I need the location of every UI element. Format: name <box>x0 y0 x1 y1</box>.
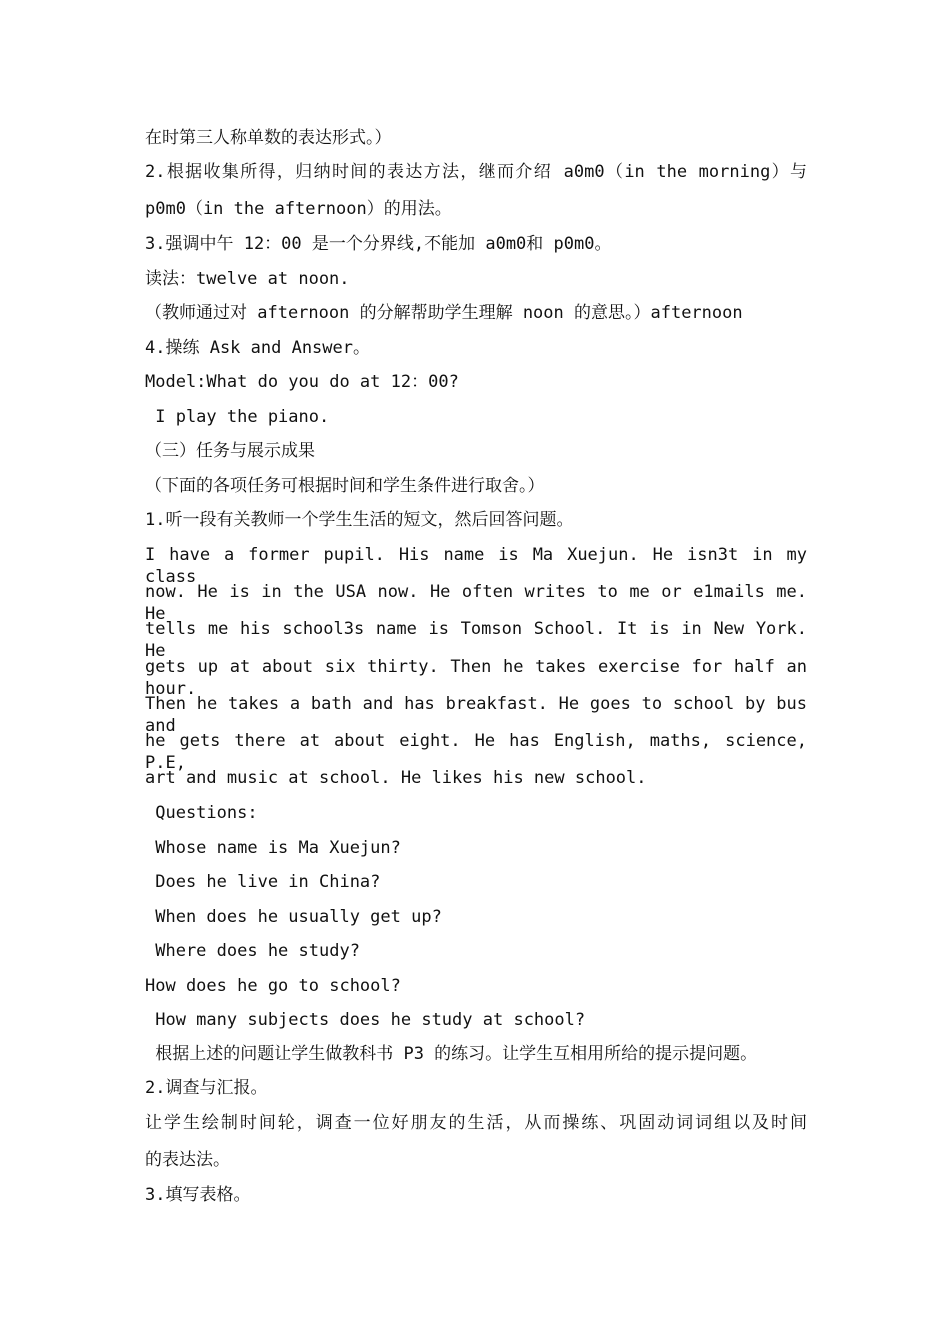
text-line: 4.操练 Ask and Answer。 <box>145 338 370 358</box>
text-line: 2.调查与汇报。 <box>145 1078 268 1098</box>
text-line: Questions: <box>145 803 258 823</box>
text-line: 让学生绘制时间轮，调查一位好朋友的生活，从而操练、巩固动词词组以及时间 <box>145 1113 807 1133</box>
text-line: gets up at about six thirty. Then he takes exercise for half an hour. <box>145 657 807 699</box>
text-line: （下面的各项任务可根据时间和学生条件进行取舍。） <box>145 476 545 496</box>
text-line: p0m0（in the afternoon）的用法。 <box>145 199 452 219</box>
text-line: now. He is in the USA now. He often writes to me or e1mails me. He <box>145 582 807 624</box>
text-line: 在时第三人称单数的表达形式。） <box>145 128 392 148</box>
text-line: 1.听一段有关教师一个学生生活的短文，然后回答问题。 <box>145 510 574 530</box>
text-line: tells me his school3s name is Tomson School. It is in New York. He <box>145 619 807 661</box>
text-line: Model:What do you do at 12：00? <box>145 372 459 392</box>
text-line: Then he takes a bath and has breakfast. He goes to school by bus and <box>145 694 807 736</box>
text-line: （教师通过对 afternoon 的分解帮助学生理解 noon 的意思。）afternoon <box>145 303 743 323</box>
text-line: he gets there at about eight. He has English, maths, science, P.E, <box>145 731 807 773</box>
text-line: I play the piano. <box>145 407 330 427</box>
text-line: 读法：twelve at noon. <box>145 269 350 289</box>
text-line: How many subjects does he study at school? <box>145 1010 586 1030</box>
text-line: When does he usually get up? <box>145 907 442 927</box>
text-line: 2.根据收集所得，归纳时间的表达方法，继而介绍 a0m0（in the morning）与 <box>145 162 807 182</box>
text-line: Whose name is Ma Xuejun? <box>145 838 401 858</box>
text-line: How does he go to school? <box>145 976 401 996</box>
text-line: 3.强调中午 12：00 是一个分界线,不能加 a0m0和 p0m0。 <box>145 234 612 254</box>
text-line: 的表达法。 <box>145 1150 230 1170</box>
text-line: Does he live in China? <box>145 872 381 892</box>
text-line: 3.填写表格。 <box>145 1185 251 1205</box>
text-line: Where does he study? <box>145 941 360 961</box>
text-line: I have a former pupil. His name is Ma Xuejun. He isn3t in my class <box>145 545 807 587</box>
text-line: art and music at school. He likes his new school. <box>145 768 647 788</box>
text-line: （三）任务与展示成果 <box>145 441 315 461</box>
text-line: 根据上述的问题让学生做教科书 P3 的练习。让学生互相用所给的提示提问题。 <box>145 1044 758 1064</box>
